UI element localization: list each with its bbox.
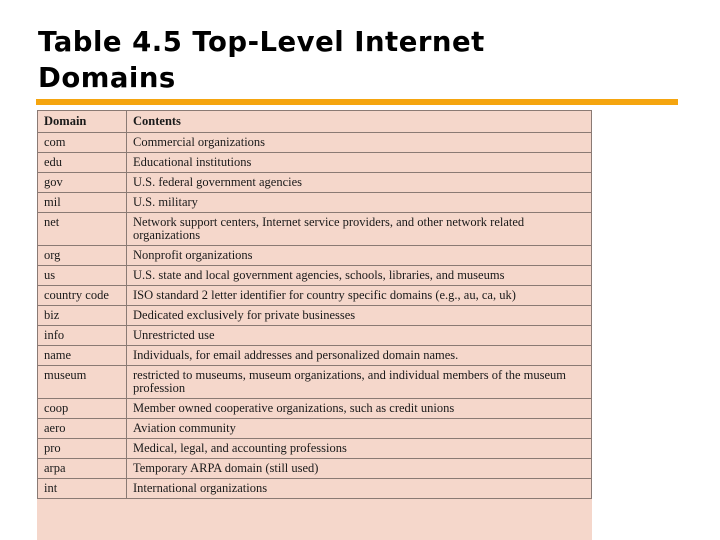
page-title: [38, 24, 485, 96]
contents-cell: Member owned cooperative organizations, such as credit unions: [127, 399, 592, 419]
table-row: [38, 246, 592, 266]
header-domain: Domain: [38, 111, 127, 133]
table-row: [38, 366, 592, 399]
table-row: [38, 173, 592, 193]
domain-cell: museum: [38, 366, 127, 399]
domain-cell: us: [38, 266, 127, 286]
table-row: [38, 459, 592, 479]
contents-cell: Aviation community: [127, 419, 592, 439]
table-row: [38, 193, 592, 213]
domain-cell: aero: [38, 419, 127, 439]
contents-cell: U.S. federal government agencies: [127, 173, 592, 193]
contents-cell: restricted to museums, museum organizations, and individual members of the museum profession: [127, 366, 592, 399]
contents-cell: Unrestricted use: [127, 326, 592, 346]
domain-cell: name: [38, 346, 127, 366]
domain-cell: info: [38, 326, 127, 346]
domain-cell: edu: [38, 153, 127, 173]
domains-table: [37, 110, 592, 499]
table-row: [38, 153, 592, 173]
table-row: [38, 306, 592, 326]
contents-cell: Educational institutions: [127, 153, 592, 173]
table-row: [38, 213, 592, 246]
contents-cell: ISO standard 2 letter identifier for country specific domains (e.g., au, ca, uk): [127, 286, 592, 306]
table-body: [38, 133, 592, 499]
domain-cell: com: [38, 133, 127, 153]
contents-cell: Individuals, for email addresses and personalized domain names.: [127, 346, 592, 366]
domain-cell: arpa: [38, 459, 127, 479]
domain-cell: coop: [38, 399, 127, 419]
domains-table-container: [37, 110, 592, 540]
table-header-row: [38, 111, 592, 133]
table-row: [38, 439, 592, 459]
table-row: [38, 133, 592, 153]
domain-cell: org: [38, 246, 127, 266]
table-row: [38, 346, 592, 366]
table-row: [38, 479, 592, 499]
contents-cell: U.S. military: [127, 193, 592, 213]
table-row: [38, 326, 592, 346]
domain-cell: gov: [38, 173, 127, 193]
contents-cell: Dedicated exclusively for private businesses: [127, 306, 592, 326]
contents-cell: Commercial organizations: [127, 133, 592, 153]
title-line-1: Table 4.5 Top-Level Internet: [38, 26, 485, 58]
contents-cell: Nonprofit organizations: [127, 246, 592, 266]
domain-cell: country code: [38, 286, 127, 306]
domain-cell: net: [38, 213, 127, 246]
domain-cell: int: [38, 479, 127, 499]
domain-cell: biz: [38, 306, 127, 326]
title-line-2: Domains: [38, 62, 176, 94]
domain-cell: pro: [38, 439, 127, 459]
table-row: [38, 419, 592, 439]
header-contents: Contents: [127, 111, 592, 133]
table-row: [38, 286, 592, 306]
contents-cell: Network support centers, Internet service providers, and other network related organizations: [127, 213, 592, 246]
contents-cell: Medical, legal, and accounting professions: [127, 439, 592, 459]
table-row: [38, 399, 592, 419]
contents-cell: International organizations: [127, 479, 592, 499]
title-underline-rule: [36, 99, 678, 105]
table-row: [38, 266, 592, 286]
contents-cell: U.S. state and local government agencies, schools, libraries, and museums: [127, 266, 592, 286]
contents-cell: Temporary ARPA domain (still used): [127, 459, 592, 479]
domain-cell: mil: [38, 193, 127, 213]
